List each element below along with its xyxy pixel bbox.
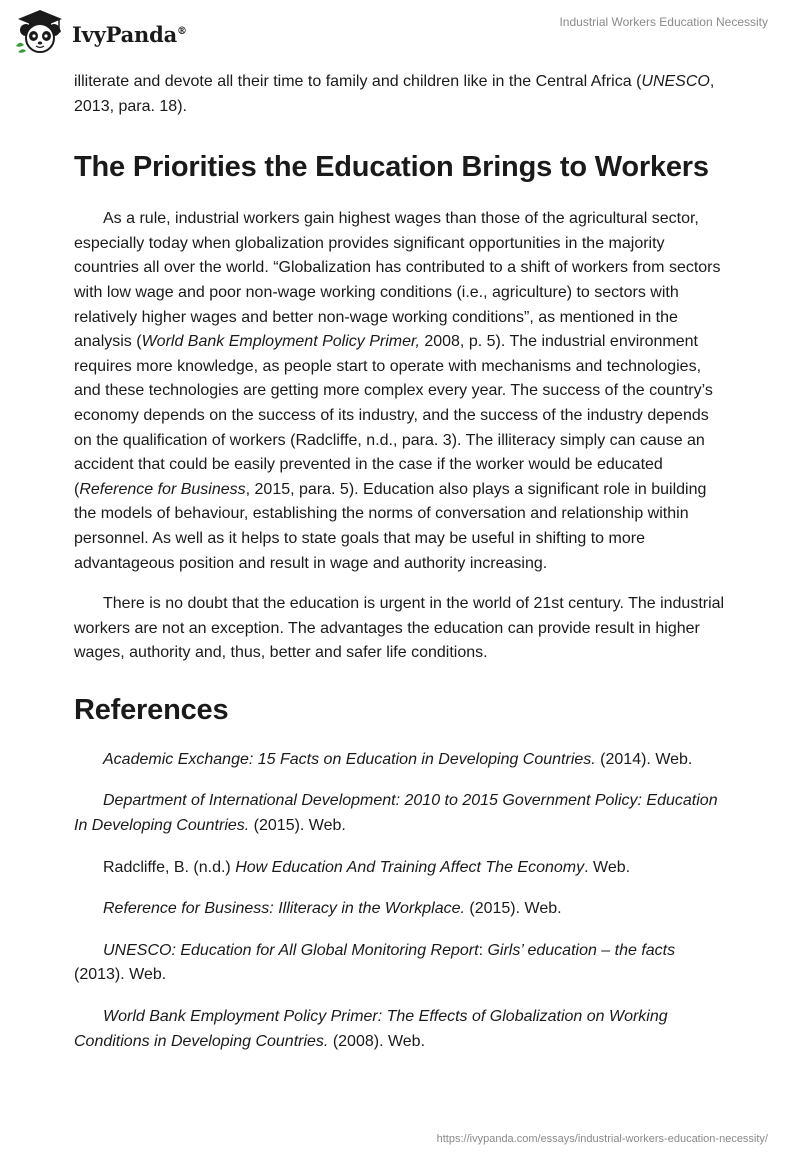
essay-content xyxy=(74,70,726,1071)
intro-paragraph: illiterate and devote all their time to family and children like in the Central Africa (UNESCO, 2013, para. 18). xyxy=(74,73,715,115)
section-heading-references: References xyxy=(74,693,229,726)
reference-item: Department of International Development: 2010 to 2015 Government Policy: Education In Developing Countries. (2015). Web. xyxy=(74,792,718,835)
page-header xyxy=(0,0,800,64)
panda-graduate-icon xyxy=(14,8,66,54)
reference-item: Reference for Business: Illiteracy in the Workplace. (2015). Web. xyxy=(103,900,562,918)
section-heading-priorities: The Priorities the Education Brings to Workers xyxy=(74,151,709,184)
brand-name: IvyPanda® xyxy=(72,21,187,47)
document-title: Industrial Workers Education Necessity xyxy=(559,15,768,29)
brand-logo[interactable] xyxy=(14,8,187,54)
footer-source-url[interactable]: https://ivypanda.com/essays/industrial-workers-education-necessity/ xyxy=(436,1133,768,1145)
reference-item: Academic Exchange: 15 Facts on Education in Developing Countries. (2014). Web. xyxy=(103,750,693,768)
reference-item: World Bank Employment Policy Primer: The Effects of Globalization on Working Conditions in Developing Countries. (2008). Web. xyxy=(74,1008,668,1050)
reference-item: Radcliffe, B. (n.d.) How Education And Training Affect The Economy. Web. xyxy=(103,858,631,876)
reference-item: UNESCO: Education for All Global Monitoring Report: Girls’ education – the facts (2013). Web. xyxy=(74,941,676,984)
body-paragraph-2: There is no doubt that the education is urgent in the world of 21st century. The industrial workers are not an exception. The advantages the education can provide result in higher wages, authority and, thus, better and safer life conditions. xyxy=(74,595,725,662)
body-paragraph-1: As a rule, industrial workers gain highest wages than those of the agricultural sector, especially today when globalization provides significant opportunities in the majority countries all over the world. “Globalization has contributed to a shift of workers from sectors with low wage and poor non-wage working conditions (i.e., agriculture) to sectors with relatively higher wages and better non-wage working conditions”, as mentioned in the analysis (World Bank Employment Policy Primer, 2008, p. 5). The industrial environment requires more knowledge, as people start to operate with mechanisms and technologies, and these technologies are getting more complex every year. The success of the country’s economy depends on the success of its industry, and the success of the industry depends on the qualification of workers (Radcliffe, n.d., para. 3). The illiteracy simply can cause an accident that could be easily prevented in the case if the worker would be educated (Reference for Business, 2015, para. 5). Education also plays a significant role in building the models of behaviour, establishing the norms of conversation and relationship within personnel. As well as it helps to state goals that may be useful in shifting to more advantageous position and result in wage and authority increasing. xyxy=(74,210,721,572)
